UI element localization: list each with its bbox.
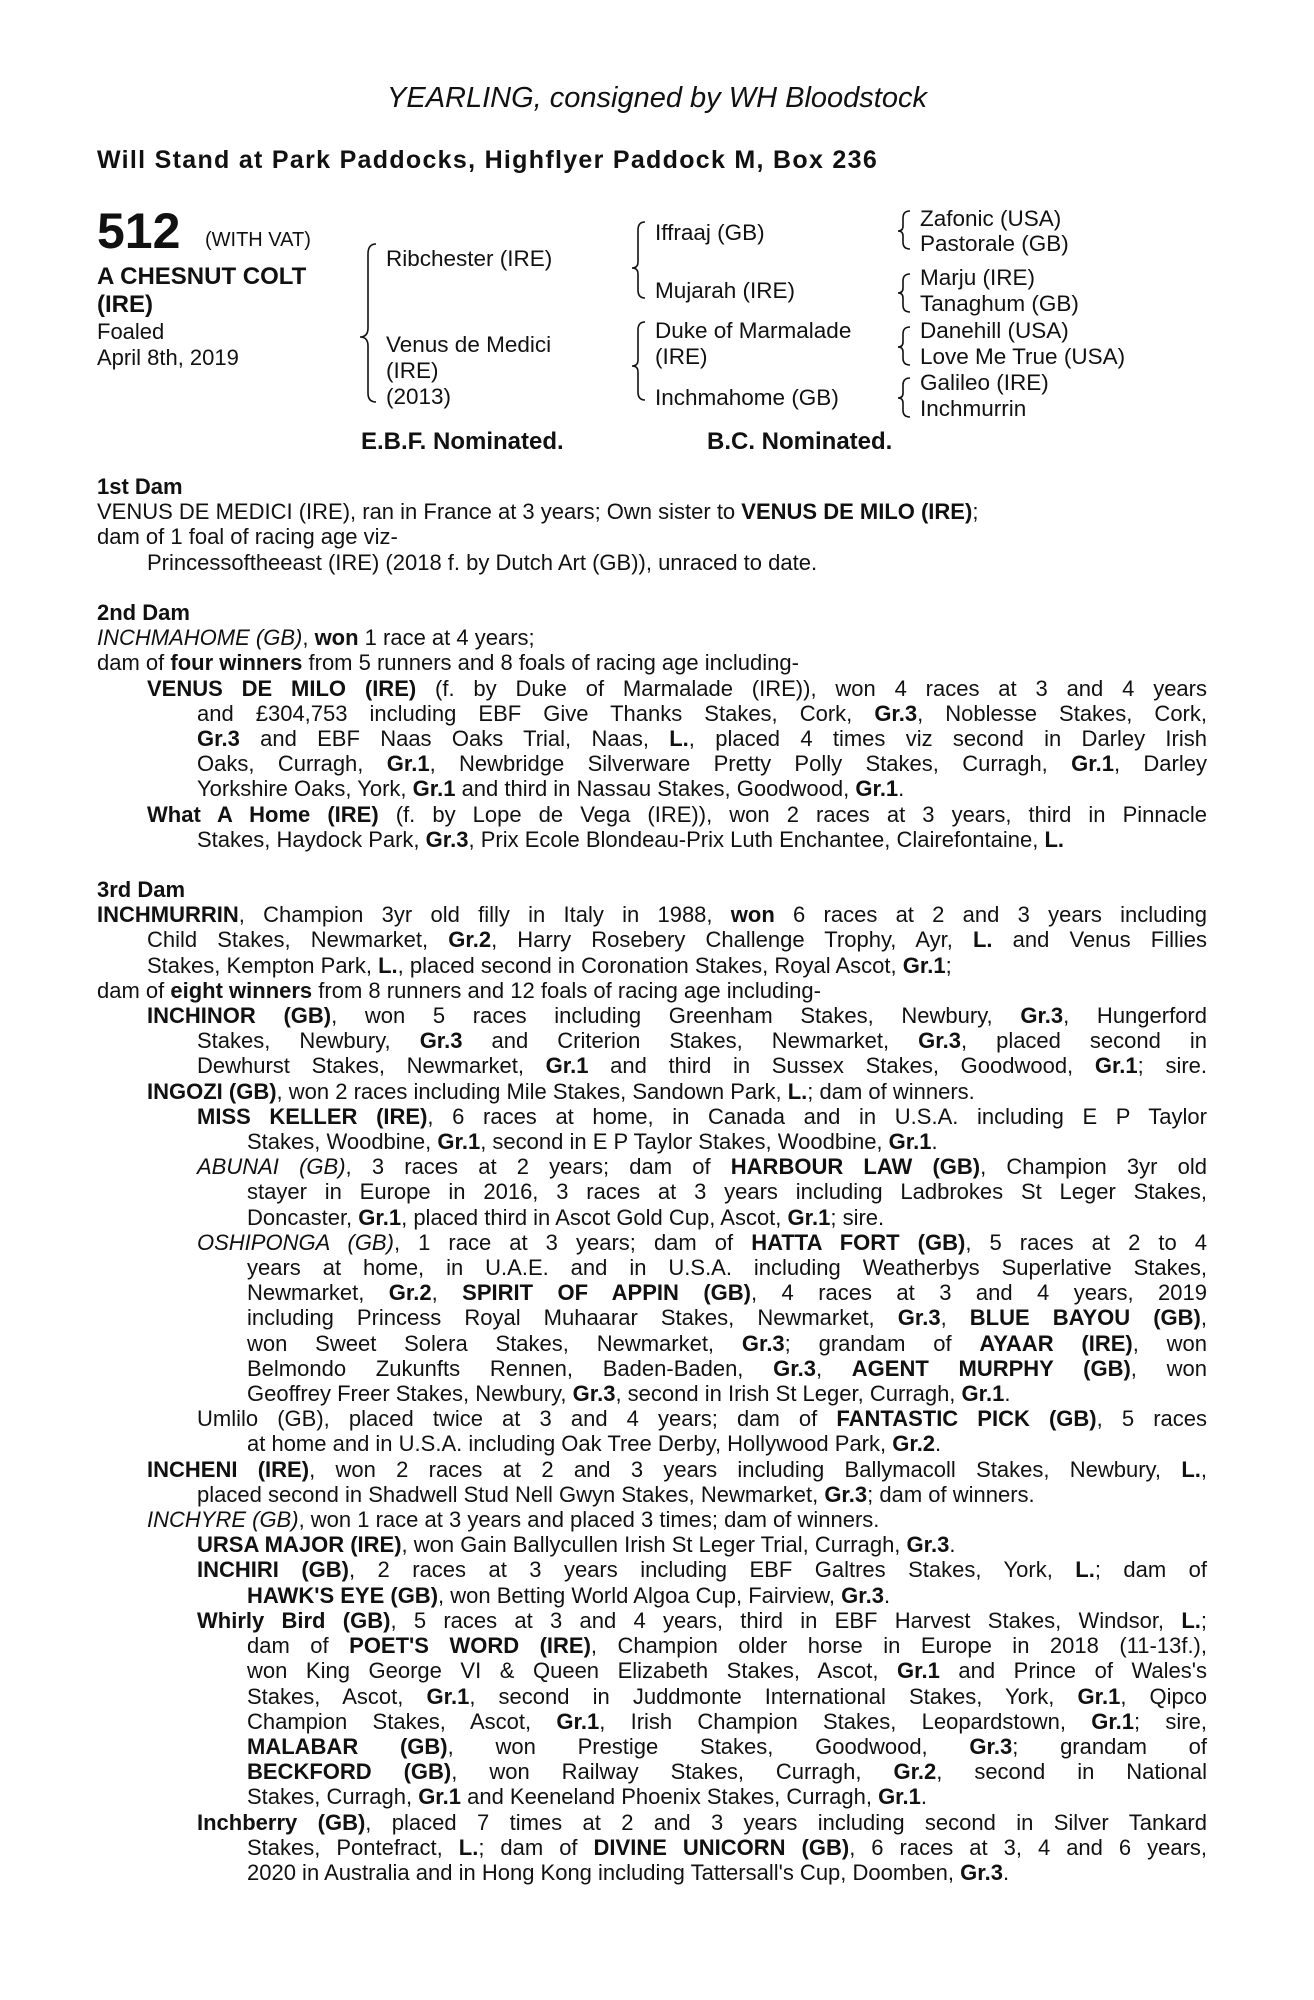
text-segment: , won Gain Ballycullen Irish St Leger Trial, Curragh, [401,1532,907,1558]
lot-number: 512 [97,203,181,259]
text-segment: , second in Juddmonte International Stakes, York, [469,1683,1078,1709]
first-dam-section [97,474,1207,575]
text-segment: L. [378,952,398,978]
text-segment: , 5 races [1096,1406,1208,1432]
section-heading: 2nd Dam [97,600,190,625]
text-line [97,1810,1207,1835]
text-line [97,1079,1207,1104]
text-line [97,1482,1207,1507]
text-segment: placed second in Shadwell Stud Nell Gwyn Stakes, Newmarket, [197,1481,825,1507]
text-segment: L. [787,1078,808,1104]
text-line: What A Home (IRE) (f. by Lope de Vega (IRE)), won 2 races at 3 years, third in Pinnacle [147,801,1207,827]
text-segment: INCHMURRIN [97,902,239,928]
g3-1: Zafonic (USA) [920,206,1062,231]
catalogue-title: YEARLING, consigned by WH Bloodstock [387,82,927,114]
text-line [97,1331,1207,1356]
text-segment: ; [945,952,952,978]
text-segment: and Keeneland Phoenix Stakes, Curragh, [461,1784,879,1810]
text-segment: , 5 races at 2 to 4 [965,1229,1208,1255]
text-segment: and Prince of Wales's [939,1658,1207,1684]
text-segment: Gr.1 [426,1683,470,1709]
text-segment: , [815,1355,852,1381]
text-segment: Gr.3 [960,1859,1003,1885]
text-segment: Gr.3 [841,1582,884,1608]
text-segment: Stakes, Curragh, [247,1784,419,1810]
text-line [97,1028,1207,1053]
text-segment: INCHINOR (GB) [147,1003,332,1029]
text-line [97,1431,1207,1456]
text-line [97,1179,1207,1204]
text-segment: Champion Stakes, Ascot, [247,1708,557,1734]
text-segment: , won 2 races at 2 and 3 years including Ballymacoll Stakes, Newbury, [309,1456,1182,1482]
text-line [97,1835,1207,1860]
text-segment: Gr.1 [787,1204,831,1230]
text-line [97,1154,1207,1179]
text-segment: BLUE BAYOU (GB) [969,1305,1201,1331]
text-segment: , second in National [936,1759,1207,1785]
text-segment: Gr.1 [358,1204,402,1230]
text-segment: , won Betting World Algoa Cup, Fairview, [438,1582,842,1608]
third-dam-section [97,877,1207,1885]
text-segment: Gr.1 [437,1129,481,1155]
text-segment: FANTASTIC PICK (GB) [836,1406,1097,1432]
text-segment: stayer in Europe in 2016, 3 races at 3 years including Ladbrokes St Leger Stakes, [247,1179,1207,1205]
text-segment: , 5 races at 3 and 4 years, third in EBF Harvest Stakes, Windsor, [390,1607,1182,1633]
text-line [97,902,1207,927]
text-segment: ; sire. [830,1204,885,1230]
text-line [97,1280,1207,1305]
text-segment: BECKFORD (GB) [247,1759,452,1785]
text-segment: Geoffrey Freer Stakes, Newbury, [247,1381,573,1407]
text-segment: Gr.2 [448,927,492,953]
text-segment: . [935,1431,942,1457]
text-segment: , Irish Champion Stakes, Leopardstown, [599,1708,1092,1734]
foaled-label: Foaled [97,319,165,344]
text-segment: Gr.3 [741,1330,785,1356]
text-line: Stakes, Haydock Park, Gr.3, Prix Ecole Blondeau-Prix Luth Enchantee, Clairefontaine, L. [197,826,1065,852]
text-segment: , Hungerford [1063,1003,1207,1029]
g3-3: Marju (IRE) [920,265,1036,290]
bc-nominated: B.C. Nominated. [707,428,893,455]
text-line: dam of 1 foal of racing age viz- [97,524,398,550]
text-segment: Gr.3 [773,1355,816,1381]
text-line [97,1129,1207,1154]
section-heading: 3rd Dam [97,877,186,902]
text-segment: L. [1181,1607,1201,1633]
text-segment: won [730,902,775,928]
text-segment: Stakes, Newbury, [197,1028,420,1054]
text-segment: DIVINE UNICORN (GB) [593,1834,850,1860]
text-segment: Inchberry (GB) [197,1809,366,1835]
text-segment: ; sire, [1134,1708,1207,1734]
text-segment: Gr.1 [888,1129,932,1155]
text-segment: , 2 races at 3 years including EBF Galtres Stakes, York, [349,1557,1076,1583]
text-segment: years at home, in U.A.E. and in U.S.A. including Weatherbys Superlative Stakes, [247,1255,1207,1281]
text-line [97,1356,1207,1381]
text-line: dam of four winners from 5 runners and 8 foals of racing age including- [97,650,799,676]
text-segment: , 3 races at 2 years; dam of [345,1154,731,1180]
text-segment: 2020 in Australia and in Hong Kong including Tattersall's Cup, Doomben, [247,1859,961,1885]
text-segment: , Champion 3yr old filly in Italy in 1988, [238,902,731,928]
text-segment: INCHYRE (GB) [147,1507,299,1533]
text-segment: including Princess Royal Muhaarar Stakes, Newmarket, [247,1305,898,1331]
text-segment: , 6 races at home, in Canada and in U.S.A. including E P Taylor [427,1103,1207,1129]
text-segment: , Qipco [1120,1683,1208,1709]
text-segment: dam of [97,977,171,1003]
text-segment: at home and in U.S.A. including Oak Tree Derby, Hollywood Park, [247,1431,893,1457]
text-segment: INGOZI (GB) [147,1078,277,1104]
text-segment: 6 races at 2 and 3 years including [774,902,1207,928]
text-segment: Gr.1 [1077,1683,1121,1709]
text-line [97,1684,1207,1709]
ebf-nominated: E.B.F. Nominated. [361,428,564,455]
text-line [97,1104,1207,1129]
text-segment: and third in Sussex Stakes, Goodwood, [588,1053,1095,1079]
text-segment: , won 1 race at 3 years and placed 3 times; dam of winners. [298,1507,880,1533]
text-segment: , [940,1305,970,1331]
text-line: VENUS DE MILO (IRE) (f. by Duke of Marmalade (IRE)), won 4 races at 3 and 4 years [147,675,1207,701]
text-segment: ; dam of winners. [867,1481,1035,1507]
text-line [97,1255,1207,1280]
text-segment: Gr.3 [824,1481,868,1507]
dam-sire-line1: Duke of Marmalade [655,318,852,343]
text-line [97,1230,1207,1255]
text-segment: ABUNAI (GB) [197,1154,346,1180]
text-segment: . [931,1129,938,1155]
text-segment: , won Prestige Stakes, Goodwood, [447,1733,970,1759]
dam-line2: (IRE) [386,358,439,383]
text-segment: , won Railway Stakes, Curragh, [451,1759,894,1785]
text-segment: ; grandam of [1012,1733,1207,1759]
text-segment: Gr.3 [572,1381,616,1407]
text-segment: , 6 races at 3, 4 and 6 years, [849,1834,1208,1860]
sire-sire: Iffraaj (GB) [655,220,765,245]
sire: Ribchester (IRE) [386,246,553,271]
text-line [97,1305,1207,1330]
text-segment: INCHIRI (GB) [197,1557,349,1583]
text-line [97,1608,1207,1633]
text-segment: ; dam of [478,1834,594,1860]
dam-dam: Inchmahome (GB) [655,385,839,410]
text-segment: Gr.3 [969,1733,1013,1759]
text-segment: Doncaster, [247,1204,359,1230]
text-segment: MALABAR (GB) [247,1733,448,1759]
text-segment: Newmarket, [247,1280,389,1306]
text-segment: AYAAR (IRE) [979,1330,1133,1356]
third-dam-lines [97,902,1207,1885]
g3-6: Love Me True (USA) [920,344,1126,369]
text-segment: Gr.1 [418,1784,461,1810]
text-line [97,1205,1207,1230]
text-segment: HATTA FORT (GB) [751,1229,966,1255]
text-segment: and Criterion Stakes, Newmarket, [462,1028,919,1054]
text-line [97,1784,1207,1809]
text-segment: , Harry Rosebery Challenge Trophy, Ayr, [491,927,973,953]
text-segment: HARBOUR LAW (GB) [730,1154,981,1180]
text-segment: Stakes, Kempton Park, [147,952,379,978]
stand-location: Will Stand at Park Paddocks, Highflyer Paddock M, Box 236 [97,146,879,174]
g3-2: Pastorale (GB) [920,231,1069,256]
vat-note: (WITH VAT) [205,229,311,251]
text-line [97,1507,1207,1532]
text-segment: Gr.3 [906,1532,950,1558]
text-line [97,1532,1207,1557]
text-segment: . [883,1582,891,1608]
text-segment: Stakes, Woodbine, [247,1129,438,1155]
text-segment: Gr.2 [388,1280,432,1306]
text-segment: Dewhurst Stakes, Newmarket, [197,1053,546,1079]
text-segment: . [1002,1859,1010,1885]
text-segment: Gr.1 [878,1784,921,1810]
text-segment: Child Stakes, Newmarket, [147,927,449,953]
text-line: Gr.3 and EBF Naas Oaks Trial, Naas, L., placed 4 times viz second in Darley Irish [197,726,1207,752]
text-segment: , Champion older horse in Europe in 2018 (11-13f.), [590,1633,1207,1659]
text-line [97,1557,1207,1582]
text-segment: Gr.3 [1020,1003,1064,1029]
text-segment: , placed 7 times at 2 and 3 years including second in Silver Tankard [365,1809,1207,1835]
text-segment: POET'S WORD (IRE) [349,1633,591,1659]
g3-8: Inchmurrin [920,396,1027,421]
text-line [97,1406,1207,1431]
text-segment: L. [1075,1557,1095,1583]
text-line [97,1658,1207,1683]
text-segment: Stakes, Ascot, [247,1683,427,1709]
text-segment: , [431,1280,463,1306]
text-segment: and Venus Fillies [992,927,1208,953]
text-segment: SPIRIT OF APPIN (GB) [462,1280,751,1306]
text-segment: Gr.1 [1091,1708,1135,1734]
text-segment: . [1004,1381,1011,1407]
text-line [97,927,1207,952]
text-segment: Stakes, Pontefract, [247,1834,459,1860]
text-segment: , won [1132,1330,1207,1356]
text-segment: INCHENI (IRE) [147,1456,310,1482]
text-segment: Gr.3 [419,1028,463,1054]
foaled-date: April 8th, 2019 [97,345,239,370]
text-segment: . [920,1784,927,1810]
text-segment: Belmondo Zukunfts Rennen, Baden-Baden, [247,1355,774,1381]
g3-5: Danehill (USA) [920,318,1069,343]
text-segment: OSHIPONGA (GB) [197,1229,394,1255]
sire-dam: Mujarah (IRE) [655,278,796,303]
text-segment: ; dam of winners. [807,1078,975,1104]
text-line: and £304,753 including EBF Give Thanks Stakes, Cork, Gr.3, Noblesse Stakes, Cork, [197,700,1207,726]
text-segment: ; sire. [1137,1053,1208,1079]
text-line [97,1583,1207,1608]
text-segment: , [1200,1305,1207,1331]
text-segment: Gr.2 [893,1759,937,1785]
second-dam-section [97,600,1207,852]
text-segment: , [1200,1456,1207,1482]
text-segment: Gr.1 [545,1053,589,1079]
text-segment: L. [1181,1456,1201,1482]
text-line [97,1053,1207,1078]
text-segment: , second in Irish St Leger, Curragh, [615,1381,962,1407]
text-line [97,1860,1207,1885]
section-heading: 1st Dam [97,474,183,499]
text-segment: Gr.1 [556,1708,600,1734]
text-segment: Gr.1 [1094,1053,1138,1079]
text-segment: Gr.3 [897,1305,941,1331]
text-segment: . [949,1532,956,1558]
text-segment: , 4 races at 3 and 4 years, 2019 [750,1280,1207,1306]
text-line [97,1381,1207,1406]
text-segment: won King George VI & Queen Elizabeth Stakes, Ascot, [247,1658,898,1684]
dam-line3: (2013) [386,384,452,409]
text-segment: from 8 runners and 12 foals of racing age including- [312,977,821,1003]
text-segment: Gr.1 [897,1658,940,1684]
text-line [97,978,1207,1003]
dam-line1: Venus de Medici [386,332,552,357]
dam-sire-line2: (IRE) [655,344,708,369]
text-line [97,1709,1207,1734]
text-segment: , won [1130,1355,1207,1381]
text-segment: , placed second in Coronation Stakes, Royal Ascot, [397,952,903,978]
text-line: Princessoftheeast (IRE) (2018 f. by Dutch Art (GB)), unraced to date. [147,549,818,575]
text-line: VENUS DE MEDICI (IRE), ran in France at 3 years; Own sister to VENUS DE MILO (IRE); [97,499,979,525]
text-segment: dam of [247,1633,350,1659]
text-line: Oaks, Curragh, Gr.1, Newbridge Silverware Pretty Polly Stakes, Curragh, Gr.1, Darley [197,751,1207,777]
text-line [97,1759,1207,1784]
text-segment: ; grandam of [784,1330,980,1356]
text-segment: L. [972,927,993,953]
text-segment: eight winners [170,977,313,1003]
text-segment: Whirly Bird (GB) [197,1607,391,1633]
text-segment: , second in E P Taylor Stakes, Woodbine, [480,1129,889,1155]
text-segment: Umlilo (GB), placed twice at 3 and 4 years; dam of [197,1406,837,1432]
text-segment: won Sweet Solera Stakes, Newmarket, [247,1330,742,1356]
text-segment: HAWK'S EYE (GB) [247,1582,439,1608]
text-segment: AGENT MURPHY (GB) [851,1355,1131,1381]
text-line [97,953,1207,978]
g3-4: Tanaghum (GB) [920,291,1079,316]
text-segment: L. [458,1834,479,1860]
text-segment: MISS KELLER (IRE) [197,1103,428,1129]
text-line [97,1633,1207,1658]
lot-name-line1: A CHESNUT COLT [97,263,307,290]
text-segment: ; dam of [1094,1557,1207,1583]
lot-name-line2: (IRE) [97,291,153,318]
text-line: Yorkshire Oaks, York, Gr.1 and third in Nassau Stakes, Goodwood, Gr.1. [197,776,905,802]
text-segment: , placed third in Ascot Gold Cup, Ascot, [401,1204,788,1230]
text-segment: Gr.2 [892,1431,936,1457]
text-segment: URSA MAJOR (IRE) [197,1532,402,1558]
text-segment: Gr.1 [902,952,946,978]
text-line [97,1734,1207,1759]
text-line: INCHMAHOME (GB), won 1 race at 4 years; [97,625,535,651]
text-segment: , won 2 races including Mile Stakes, Sandown Park, [276,1078,788,1104]
text-segment: ; [1200,1607,1207,1633]
text-segment: Gr.1 [961,1381,1005,1407]
text-segment: Gr.3 [918,1028,961,1054]
g3-7: Galileo (IRE) [920,370,1049,395]
text-segment: , 1 race at 3 years; dam of [393,1229,752,1255]
text-line [97,1003,1207,1028]
text-line [97,1457,1207,1482]
text-segment: , Champion 3yr old [980,1154,1207,1180]
text-segment: , won 5 races including Greenham Stakes, Newbury, [331,1003,1021,1029]
text-segment: , placed second in [960,1028,1207,1054]
